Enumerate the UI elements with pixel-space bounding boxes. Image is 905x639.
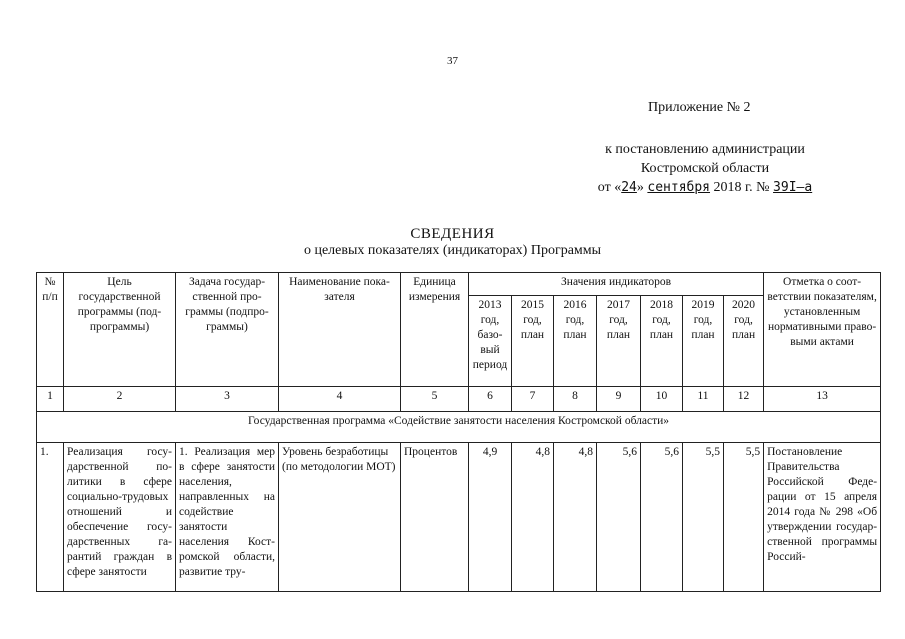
column-number: 4: [279, 387, 401, 412]
column-number: 1: [37, 387, 64, 412]
year-kind: год, базовый период: [472, 314, 508, 371]
row-value-2018: 5,6: [641, 443, 683, 592]
column-number: 6: [469, 387, 512, 412]
year-kind: год, план: [691, 314, 715, 341]
year-kind: год, план: [731, 314, 756, 341]
column-number: 3: [176, 387, 279, 412]
row-value-2015: 4,8: [512, 443, 554, 592]
column-number: 13: [764, 387, 881, 412]
header-num: № п/п: [37, 273, 64, 387]
column-number: 2: [64, 387, 176, 412]
year-kind: год, план: [649, 314, 674, 341]
year-label: 2015: [521, 299, 544, 311]
header-year-2020: [724, 296, 764, 387]
header-indicator-name: Наименование показателя: [279, 273, 401, 387]
decree-date-prefix: от «: [597, 180, 622, 195]
column-number: 11: [683, 387, 724, 412]
row-unit: Процентов: [401, 443, 469, 592]
table-row: [37, 443, 881, 592]
column-number-row: [37, 387, 881, 412]
document-title: СВЕДЕНИЯ: [410, 226, 495, 242]
year-label: 2019: [691, 299, 715, 311]
header-year-2015: [512, 296, 554, 387]
row-goal: Реализация государственной политики в сфере социально-трудовых отношений и обеспечение государственных гарантий граждан в сфере занятости: [64, 443, 176, 592]
appendix-label: Приложение № 2: [648, 100, 751, 115]
decree-year: 2018 г. №: [713, 180, 770, 195]
column-number: 10: [641, 387, 683, 412]
decree-number: 39I–а: [773, 180, 813, 195]
year-label: 2016: [563, 299, 587, 311]
decree-line-1: к постановлению администрации: [605, 142, 805, 157]
row-value-2019: 5,5: [683, 443, 724, 592]
program-row: [37, 412, 881, 443]
header-row-1: [37, 273, 881, 296]
column-number: 12: [724, 387, 764, 412]
column-number: 8: [554, 387, 597, 412]
year-kind: год, план: [563, 314, 587, 341]
row-value-2016: 4,8: [554, 443, 597, 592]
year-kind: год, план: [520, 314, 545, 341]
row-num: 1.: [37, 443, 64, 592]
row-acts: Постановление Правительства Российской Федерации от 15 апреля 2014 года № 298 «Об утверждении государственной программы Россий-: [764, 443, 881, 592]
header-year-2018: [641, 296, 683, 387]
row-value-2017: 5,6: [597, 443, 641, 592]
header-year-2017: [597, 296, 641, 387]
header-goal: Цель государственной программы (подпрограммы): [64, 273, 176, 387]
header-unit: Единица измерения: [401, 273, 469, 387]
row-value-2020: 5,5: [724, 443, 764, 592]
header-year-2019: [683, 296, 724, 387]
column-number: 7: [512, 387, 554, 412]
header-acts: Отметка о соответствии показателям, установленным нормативными правовыми актами: [764, 273, 881, 387]
decree-date-mid: »: [636, 180, 644, 195]
year-kind: год, план: [606, 314, 631, 341]
row-task: 1. Реализация мер в сфере занятости населения, направленных на содействие занятости населения Костромской области, развитие тру-: [176, 443, 279, 592]
decree-reference: [540, 140, 870, 197]
row-value-2013: 4,9: [469, 443, 512, 592]
year-label: 2017: [607, 299, 630, 311]
year-label: 2018: [650, 299, 673, 311]
year-label: 2020: [732, 299, 756, 311]
header-values-group: Значения индикаторов: [469, 273, 764, 296]
column-number: 5: [401, 387, 469, 412]
row-indicator-name: Уровень безработицы (по методологии МОТ): [279, 443, 401, 592]
decree-day: 24: [621, 180, 637, 195]
indicators-table: [36, 272, 881, 592]
header-task: Задача государственной программы (подпрограммы): [176, 273, 279, 387]
year-label: 2013: [478, 299, 502, 311]
decree-date-line: [540, 178, 870, 197]
decree-line-2: Костромской области: [640, 161, 770, 176]
column-number: 9: [597, 387, 641, 412]
decree-month: сентября: [647, 180, 711, 195]
header-year-2016: [554, 296, 597, 387]
page-number: 37: [447, 55, 458, 67]
program-title: Государственная программа «Содействие занятости населения Костромской области»: [37, 412, 881, 443]
header-year-2013: [469, 296, 512, 387]
document-subtitle: о целевых показателях (индикаторах) Программы: [303, 243, 602, 258]
